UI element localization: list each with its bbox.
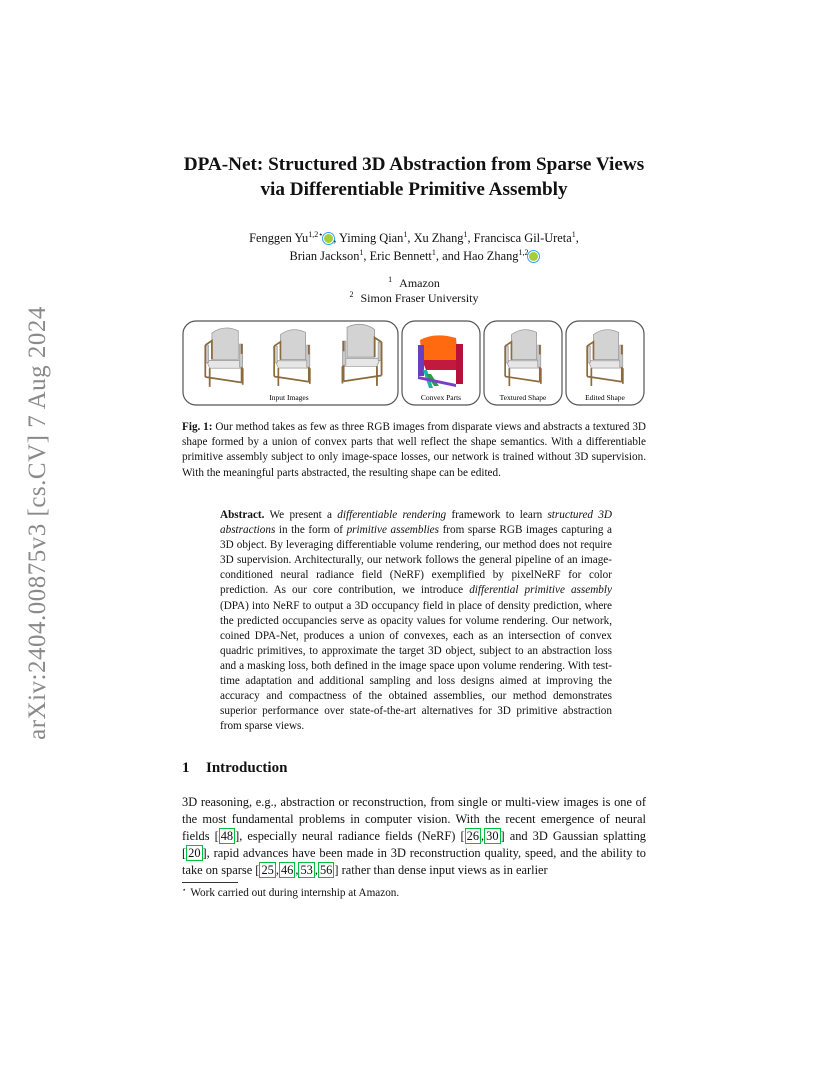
citation-link[interactable]: 20 <box>188 846 201 861</box>
title-line-1: DPA-Net: Structured 3D Abstraction from Sparse Views <box>183 154 645 175</box>
author-name: Brian Jackson <box>289 249 360 263</box>
footnote <box>182 886 646 900</box>
intro-paragraph: 3D reasoning, e.g., abstraction or reconstruction, from single or multi-view images is one of the most fundamental problems in computer vision. With the recent emergence of neural fields [ 48 ], especially neural radiance fields (NeRF) [ 26 , 30 ] and 3D Gaussian splatting [ 20 ], rapid advances have been made in 3D reconstruction quality, speed, and the ability to take on sparse [ 25 , 46 , 53 , 56 ] rather than dense input views as in earlier <box>182 795 646 878</box>
affiliation-2: $^2$ Simon Fraser University <box>349 290 479 305</box>
arxiv-stamp: arXiv:2404.00875v3 [cs.CV] 7 Aug 2024 <box>24 306 51 740</box>
author-name: Francisca Gil-Ureta <box>473 231 572 245</box>
title-line-2: via Differentiable Primitive Assembly <box>260 179 568 200</box>
abstract: Abstract. We present a differentiable rendering framework to learn structured 3D abstractions in the form of primitive assemblies from sparse RGB images capturing a 3D object. By leveraging differentiable volume rendering, our method does not require 3D supervision. Architecturally, our network follows the general pipeline of an image-conditioned neural radiance field (NeRF) exemplified by pixelNeRF for color prediction. As our core contribution, we introduce differential primitive assembly (DPA) into NeRF to output a 3D occupancy field in place of density prediction, where the predicted occupancies serve as opacity values for volume rendering. Our network, coined DPA-Net, produces a union of convexes, each as an intersection of convex quadric primitives, to approximate the target 3D object, subject to an abstraction loss and a masking loss, both defined in the image space upon volume rendering. With test-time adaptation and additional sampling and loss designs aimed at improving the accuracy and compactness of the obtained assemblies, our method demonstrates superior performance over state-of-the-art alternatives for 3D primitive abstraction from sparse views. <box>220 509 612 733</box>
author-sup: 1 <box>463 230 468 239</box>
author-sup: 1,2 <box>518 248 529 257</box>
citation-link[interactable]: 46 <box>280 863 294 878</box>
author-name: Xu Zhang <box>413 231 464 245</box>
section-number: 1 <box>182 760 190 776</box>
label-input-images: Input Images <box>269 393 309 402</box>
footnote-mark: ⋆ <box>182 886 187 894</box>
citation-link[interactable]: 26 <box>466 829 480 844</box>
author-sup: 1 <box>403 230 408 239</box>
citation-link[interactable]: 25 <box>261 863 274 878</box>
author-name: Hao Zhang <box>463 249 519 263</box>
footnote-text: Work carried out during internship at Amazon. <box>190 887 400 899</box>
paper-title <box>150 152 678 202</box>
author-sup: 1 <box>359 248 364 257</box>
figure-caption <box>182 420 646 481</box>
figure-label: Fig. 1: <box>182 421 213 433</box>
citation-link[interactable]: 56 <box>319 863 333 878</box>
orcid-icon[interactable] <box>529 252 538 261</box>
author-sup: 1 <box>431 248 436 257</box>
label-edited-shape: Edited Shape <box>585 393 625 402</box>
caption-text: Our method takes as few as three RGB images from disparate views and abstracts a textured 3D shape formed by a union of convex parts that well reflect the shape semantics. With a differentiable primitive assembly subject to only image-space losses, our network is trained without 3D supervision. With the meaningful parts abstracted, the resulting shape can be edited. <box>182 421 646 479</box>
affiliations <box>150 276 678 306</box>
abstract-label: Abstract. <box>220 509 265 521</box>
teaser-figure <box>182 320 646 406</box>
author-name: Fenggen Yu <box>249 231 309 245</box>
citation-link[interactable]: 30 <box>486 829 499 844</box>
footnote-rule <box>182 882 238 883</box>
author-name: Eric Bennett <box>369 249 432 263</box>
orcid-icon[interactable] <box>324 234 333 243</box>
citation-link[interactable]: 53 <box>300 863 313 878</box>
citation-link[interactable]: 48 <box>220 829 234 844</box>
author-sup: 1,2⋆ <box>308 230 324 239</box>
section-heading <box>182 759 646 777</box>
author-list: Fenggen $Yu^{1,2⋆}$ , Yiming Qian$^1$, Xu Zhang$^1$, Francisca Gil-Ureta$^1$, Brian Jackson$^1$, Eric Bennett$^1$, and Hao Zhang$^{1,2}$ <box>249 230 579 263</box>
author-sup: 1 <box>571 230 576 239</box>
author-name: Yiming Qian <box>338 231 404 245</box>
affiliation-1: $^1$ Amazon <box>388 275 440 290</box>
label-convex-parts: Convex Parts <box>420 393 462 402</box>
section-title-text: Introduction <box>206 760 288 776</box>
label-textured-shape: Textured Shape <box>499 393 547 402</box>
